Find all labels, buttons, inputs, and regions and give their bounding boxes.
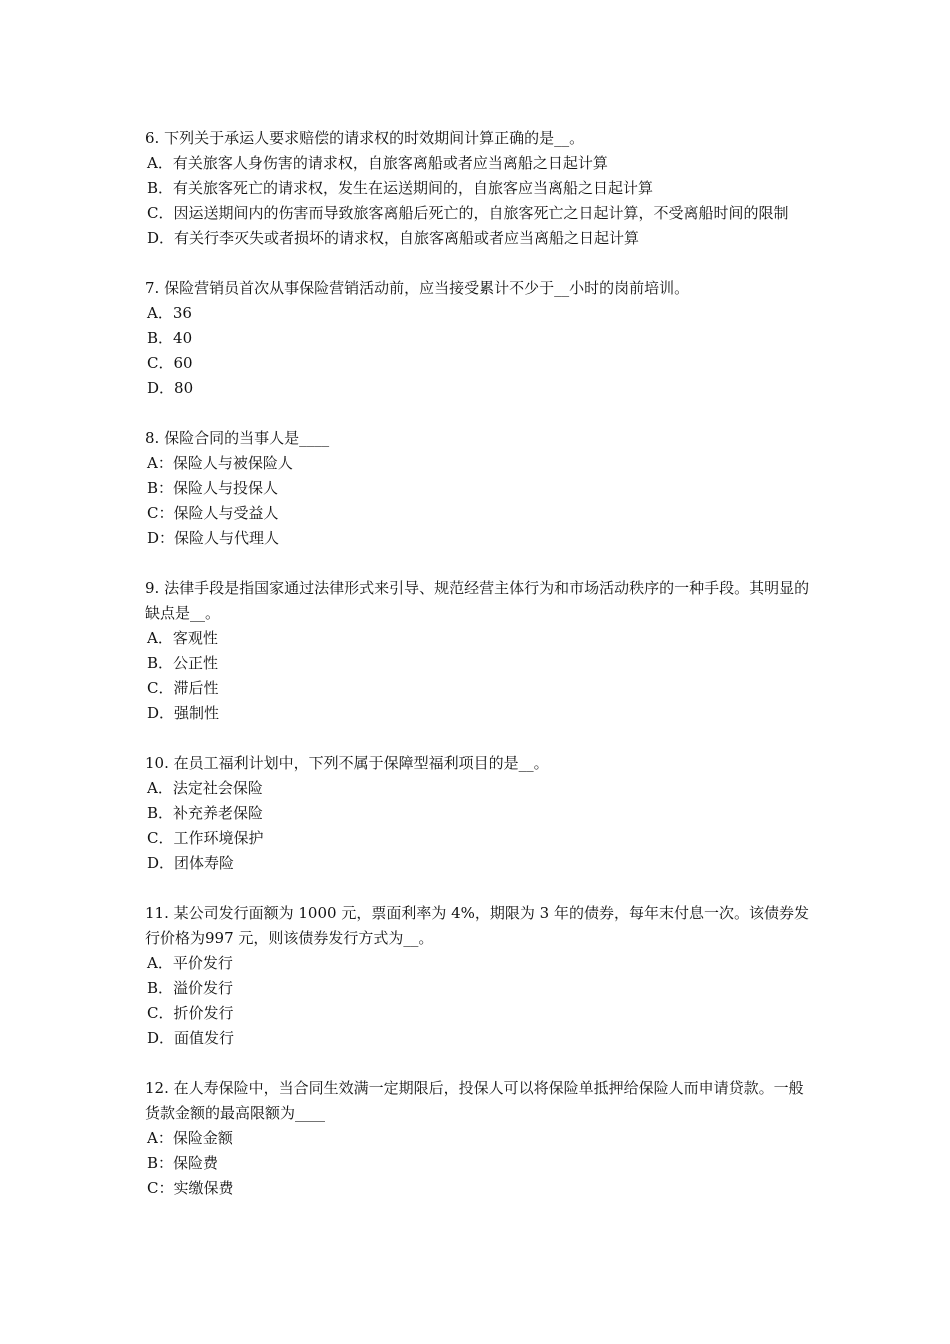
question-8 bbox=[145, 426, 810, 551]
option-b: B：保险人与投保人 bbox=[147, 479, 279, 497]
option-c: C：实缴保费 bbox=[147, 1179, 234, 1197]
question-10 bbox=[145, 751, 810, 876]
option-c: C．因运送期间内的伤害而导致旅客离船后死亡的，自旅客死亡之日起计算，不受离船时间的限制 bbox=[147, 204, 789, 222]
question-stem: 10. 在员工福利计划中，下列不属于保障型福利项目的是__。 bbox=[145, 754, 549, 772]
document-page bbox=[145, 126, 810, 1226]
option-a: A：保险人与被保险人 bbox=[147, 454, 293, 472]
option-b: B．40 bbox=[147, 329, 193, 347]
option-a: A．有关旅客人身伤害的请求权，自旅客离船或者应当离船之日起计算 bbox=[147, 154, 608, 172]
option-d: D．强制性 bbox=[147, 704, 220, 722]
question-stem: 8. 保险合同的当事人是____ bbox=[145, 429, 330, 447]
option-a: A：保险金额 bbox=[147, 1129, 233, 1147]
option-b: B．有关旅客死亡的请求权，发生在运送期间的，自旅客应当离船之日起计算 bbox=[147, 179, 654, 197]
option-b: B．溢价发行 bbox=[147, 979, 234, 997]
option-b: B：保险费 bbox=[147, 1154, 219, 1172]
question-6 bbox=[145, 126, 810, 251]
option-b: B．公正性 bbox=[147, 654, 219, 672]
option-c: C．滞后性 bbox=[147, 679, 219, 697]
option-d: D．团体寿险 bbox=[147, 854, 235, 872]
option-c: C．折价发行 bbox=[147, 1004, 234, 1022]
option-c: C．60 bbox=[147, 354, 193, 372]
question-11 bbox=[145, 901, 810, 1051]
question-stem: 6. 下列关于承运人要求赔偿的请求权的时效期间计算正确的是__。 bbox=[145, 129, 585, 147]
question-stem: 7. 保险营销员首次从事保险营销活动前，应当接受累计不少于__小时的岗前培训。 bbox=[145, 279, 690, 297]
option-c: C．工作环境保护 bbox=[147, 829, 264, 847]
option-a: A．平价发行 bbox=[147, 954, 233, 972]
question-7 bbox=[145, 276, 810, 401]
option-d: D．80 bbox=[147, 379, 194, 397]
option-a: A．法定社会保险 bbox=[147, 779, 263, 797]
question-stem: 11. 某公司发行面额为 1000 元，票面利率为 4%，期限为 3 年的债券，每年末付息一次。该债券发行价格为997 元，则该债券发行方式为__。 bbox=[145, 904, 809, 947]
question-stem: 9. 法律手段是指国家通过法律形式来引导、规范经营主体行为和市场活动秩序的一种手段。其明显的缺点是__。 bbox=[145, 579, 810, 622]
question-12 bbox=[145, 1076, 810, 1201]
question-9 bbox=[145, 576, 810, 726]
option-a: A．客观性 bbox=[147, 629, 218, 647]
option-d: D．面值发行 bbox=[147, 1029, 235, 1047]
option-c: C：保险人与受益人 bbox=[147, 504, 279, 522]
question-stem: 12. 在人寿保险中，当合同生效满一定期限后，投保人可以将保险单抵押给保险人而申请贷款。一般货款金额的最高限额为____ bbox=[145, 1079, 804, 1122]
option-b: B．补充养老保险 bbox=[147, 804, 264, 822]
option-d: D：保险人与代理人 bbox=[147, 529, 280, 547]
option-a: A．36 bbox=[147, 304, 192, 322]
option-d: D．有关行李灭失或者损坏的请求权，自旅客离船或者应当离船之日起计算 bbox=[147, 229, 640, 247]
